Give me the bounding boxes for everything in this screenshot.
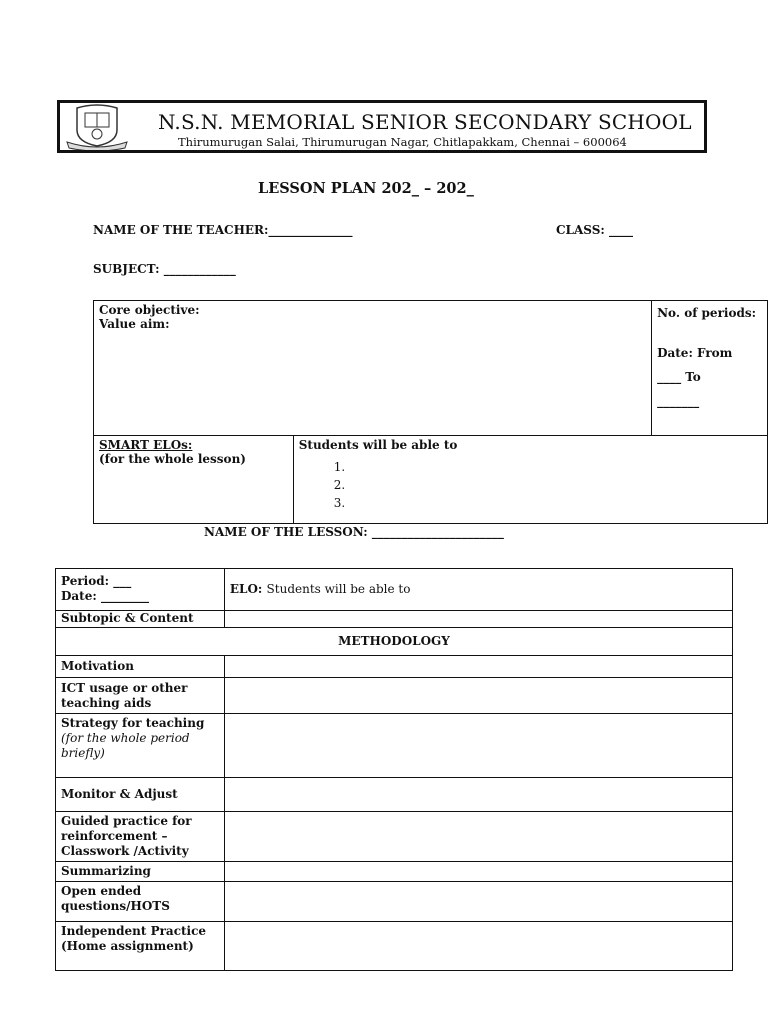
list-item[interactable]: 3.	[333, 496, 346, 510]
subtopic-label: Subtopic & Content	[56, 611, 225, 628]
class-field[interactable]: CLASS: ____	[556, 223, 633, 237]
monitor-input[interactable]	[224, 778, 732, 812]
independent-label: Independent Practice (Home assignment)	[56, 922, 225, 971]
teacher-name-field[interactable]: NAME OF THE TEACHER:______________	[93, 223, 353, 237]
date-to-blank: _______	[657, 394, 700, 408]
smart-elos-label: SMART ELOs:	[99, 438, 193, 452]
monitor-label: Monitor & Adjust	[56, 778, 225, 812]
list-item[interactable]: 2.	[333, 478, 346, 492]
period-date-cell[interactable]	[56, 569, 225, 611]
objectives-table	[93, 300, 768, 524]
elo-cell[interactable]	[224, 569, 732, 611]
strategy-input[interactable]	[224, 714, 732, 778]
date-from-label: Date: From	[657, 346, 733, 360]
students-able-cell[interactable]	[293, 436, 767, 524]
open-ended-label: Open ended questions/HOTS	[56, 882, 225, 922]
students-able-label: Students will be able to	[298, 438, 458, 452]
value-aim-label: Value aim:	[99, 317, 170, 331]
period-label: Period: ___	[61, 574, 132, 588]
school-name: N.S.N. MEMORIAL SENIOR SECONDARY SCHOOL	[158, 110, 692, 134]
smart-elos-cell	[94, 436, 294, 524]
page-title: LESSON PLAN 202_ – 202_	[258, 180, 474, 197]
smart-elos-note: (for the whole lesson)	[99, 452, 246, 466]
strategy-cell	[56, 714, 225, 778]
elo-text: Students will be able to	[266, 582, 411, 596]
list-item[interactable]: 1.	[333, 460, 346, 474]
subject-field[interactable]: SUBJECT: ____________	[93, 262, 236, 276]
core-objective-label: Core objective:	[99, 303, 200, 317]
guided-input[interactable]	[224, 812, 732, 862]
motivation-label: Motivation	[56, 656, 225, 678]
guided-label: Guided practice for reinforcement – Classwork /Activity	[56, 812, 225, 862]
date-label: Date: ________	[61, 589, 149, 603]
school-crest-icon	[65, 104, 129, 150]
periods-label: No. of periods:	[657, 306, 757, 320]
subtopic-input[interactable]	[224, 611, 732, 628]
motivation-input[interactable]	[224, 656, 732, 678]
elo-label: ELO:	[229, 582, 263, 596]
strategy-note: (for the whole period briefly)	[61, 731, 190, 760]
ict-label: ICT usage or other teaching aids	[56, 678, 225, 714]
methodology-heading: METHODOLOGY	[56, 628, 733, 656]
school-address: Thirumurugan Salai, Thirumurugan Nagar, Chitlapakkam, Chennai – 600064	[178, 135, 627, 149]
lesson-name-field[interactable]: NAME OF THE LESSON: ______________________	[204, 525, 504, 539]
ict-input[interactable]	[224, 678, 732, 714]
strategy-label: Strategy for teaching	[61, 716, 205, 730]
summarizing-label: Summarizing	[56, 862, 225, 882]
summarizing-input[interactable]	[224, 862, 732, 882]
period-table	[55, 568, 733, 971]
open-ended-input[interactable]	[224, 882, 732, 922]
date-to-label: ____ To	[657, 370, 701, 384]
independent-input[interactable]	[224, 922, 732, 971]
periods-cell[interactable]	[652, 301, 768, 436]
core-objective-cell[interactable]	[94, 301, 652, 436]
